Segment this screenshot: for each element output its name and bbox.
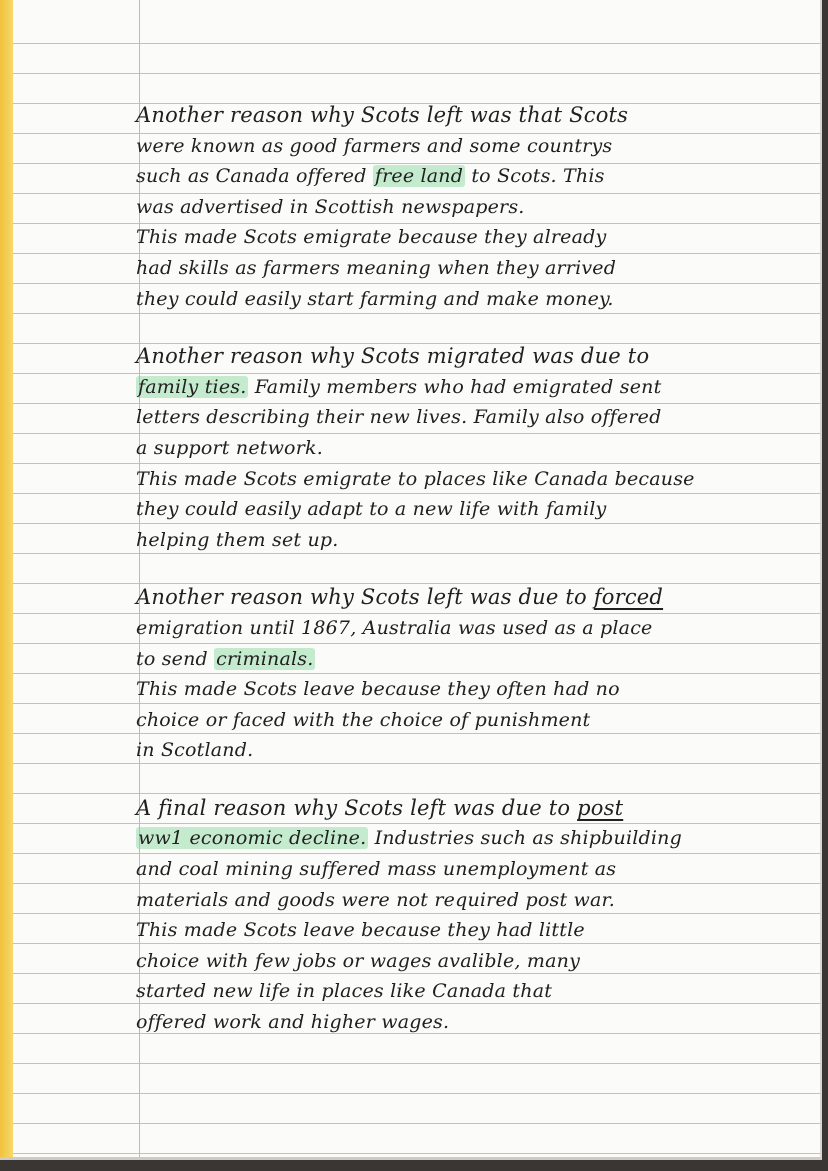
text-line: materials and goods were not required post war. [136,888,615,911]
text-line: started new life in places like Canada that [136,980,553,1003]
underlined-phrase: post [577,795,624,820]
paragraph [136,582,796,766]
highlighted-phrase: family ties. [138,375,247,398]
text-line [136,372,796,403]
text-line: Another reason why Scots migrated was due to [136,344,650,369]
text-line [136,823,796,854]
text-line [136,793,796,824]
text-line [136,644,796,675]
text-line: a support network. [136,436,323,459]
text-line: This made Scots emigrate because they already [136,226,607,249]
text-line: This made Scots leave because they had little [136,919,585,942]
text-line: choice with few jobs or wages avalible, many [136,949,581,972]
text-line: had skills as farmers meaning when they arrived [136,256,617,279]
text-line: they could easily adapt to a new life with family [136,498,607,521]
text-line: This made Scots leave because they often had no [136,678,620,701]
handwritten-notes [136,100,796,1065]
paragraph [136,100,796,314]
text-segment: Industries such as shipbuilding [368,827,682,850]
text-line: letters describing their new lives. Family also offered [136,406,662,429]
text-line: offered work and higher wages. [136,1011,450,1034]
text-segment: Family members who had emigrated sent [248,375,662,398]
underlined-phrase: forced [593,585,664,610]
text-line: in Scotland. [136,739,254,762]
text-line: and coal mining suffered mass unemployment as [136,858,617,881]
text-line: emigration until 1867, Australia was used as a place [136,616,653,639]
text-line: helping them set up. [136,528,339,551]
text-line: choice or faced with the choice of punishment [136,708,591,731]
paragraph [136,793,796,1038]
text-line [136,161,796,192]
text-line: Another reason why Scots left was that Scots [136,103,629,127]
text-segment: to send [136,647,215,670]
binding-strip [0,0,13,1157]
highlighted-phrase: ww1 economic decline. [138,827,367,850]
text-line: were known as good farmers and some countrys [136,134,613,157]
text-line: they could easily start farming and make money. [136,287,614,310]
text-segment: such as Canada offered [136,165,373,188]
paragraph [136,341,796,555]
highlighted-phrase: free land [374,165,464,188]
text-line: This made Scots emigrate to places like Canada because [136,467,695,490]
text-segment: Another reason why Scots left was due to [136,585,594,610]
text-segment: A final reason why Scots left was due to [136,795,578,820]
text-segment: to Scots. This [465,165,605,188]
highlighted-phrase: criminals. [216,647,314,670]
text-line: was advertised in Scottish newspapers. [136,195,525,218]
text-line [136,582,796,613]
